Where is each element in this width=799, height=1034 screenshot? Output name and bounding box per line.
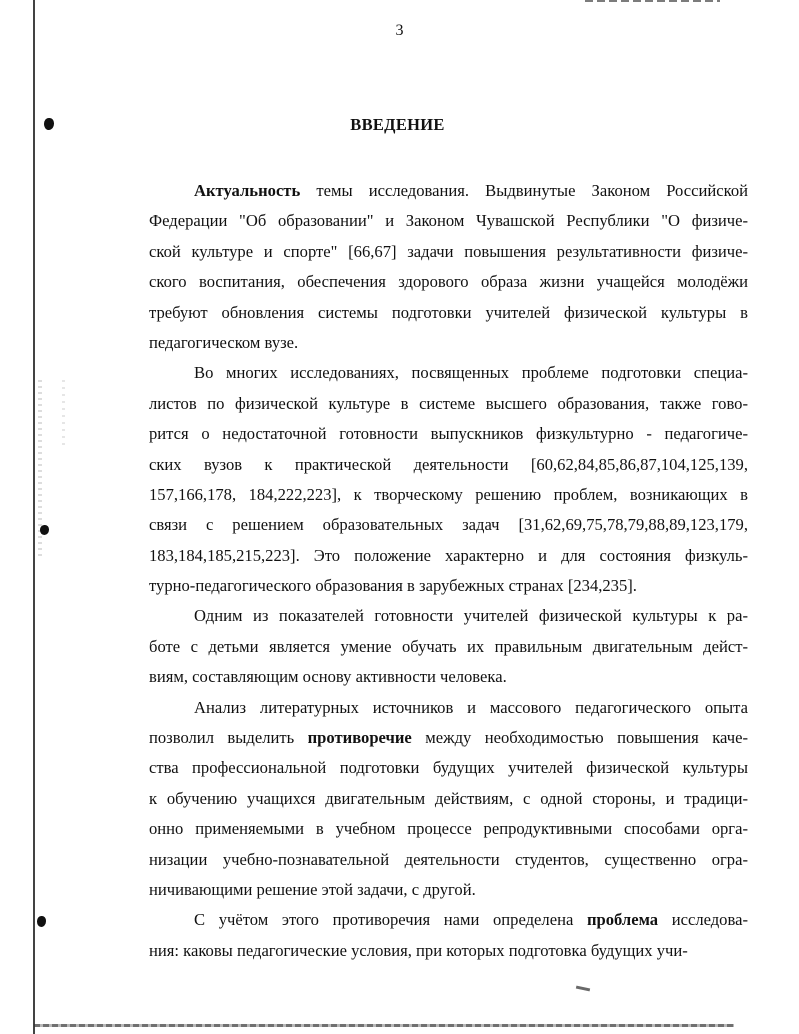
- line-text: Одним из показателей готовности учителей физической культуры к ра-: [194, 606, 748, 626]
- scan-smudge: [576, 986, 590, 992]
- paragraph: [149, 358, 748, 601]
- emphasized-term: противоречие: [307, 728, 412, 748]
- scan-top-edge: [585, 0, 720, 2]
- text-line: [149, 936, 748, 966]
- emphasized-term: Актуальность: [194, 181, 301, 200]
- line-text: турно-педагогического образования в зарубежных странах [234,235].: [149, 576, 637, 596]
- line-text: ничивающими решение этой задачи, с другой.: [149, 879, 476, 899]
- line-text: рится о недостаточной готовности выпускников физкультурно - педагогиче-: [149, 424, 748, 444]
- text-line: [149, 662, 748, 692]
- document-body: [149, 176, 748, 966]
- line-text: боте с детьми является умение обучать их правильным двигательным дейст-: [149, 636, 748, 656]
- text-line: [149, 875, 748, 905]
- line-text: С учётом этого противоречия нами определена: [194, 910, 587, 930]
- text-line: [149, 723, 748, 753]
- line-text: Федерации "Об образовании" и Законом Чувашской Республики "О физиче-: [149, 211, 748, 231]
- line-text: 183,184,185,215,223]. Это положение характерно и для состояния физкуль-: [149, 545, 748, 565]
- text-line: [149, 450, 748, 480]
- line-text: виям, составляющим основу активности человека.: [149, 667, 507, 687]
- scan-noise: [62, 380, 65, 450]
- text-line: [149, 905, 748, 935]
- line-text: ского воспитания, обеспечения здорового образа жизни учащейся молодёжи: [149, 272, 748, 292]
- paragraph: [149, 693, 748, 906]
- text-line: [149, 753, 748, 783]
- punch-hole-mark: [37, 916, 46, 927]
- scan-left-edge: [33, 0, 35, 1034]
- text-line: [149, 480, 748, 510]
- text-line: [149, 206, 748, 236]
- line-text: к обучению учащихся двигательным действиям, с одной стороны, и традици-: [149, 788, 748, 808]
- emphasized-term: проблема: [586, 910, 659, 930]
- line-text: листов по физической культуре в системе высшего образования, также гово-: [149, 393, 748, 413]
- section-heading: [0, 113, 799, 137]
- text-line: [149, 693, 748, 723]
- line-text: ской культуре и спорте" [66,67] задачи повышения результативности физиче-: [149, 241, 748, 261]
- section-heading-text: ВВЕДЕНИЕ: [350, 115, 445, 134]
- text-line: [149, 358, 748, 388]
- text-line: [149, 601, 748, 631]
- text-line: [149, 845, 748, 875]
- text-line: [149, 389, 748, 419]
- text-line: [149, 784, 748, 814]
- text-line: [149, 632, 748, 662]
- text-line: [149, 571, 748, 601]
- line-text: требуют обновления системы подготовки учителей физической культуры в: [149, 302, 748, 322]
- text-line: [149, 176, 748, 206]
- text-line: [149, 298, 748, 328]
- scan-bottom-edge: [34, 1024, 734, 1027]
- text-line: [149, 541, 748, 571]
- punch-hole-mark: [40, 525, 49, 535]
- line-text: Анализ литературных источников и массового педагогического опыта: [194, 697, 748, 717]
- line-text: связи с решением образовательных задач [31,62,69,75,78,79,88,89,123,179,: [149, 515, 748, 535]
- paragraph: [149, 905, 748, 966]
- text-line: [149, 510, 748, 540]
- line-text: позволил выделить: [149, 728, 308, 748]
- line-text: между необходимостью повышения каче-: [411, 728, 748, 748]
- text-line: [149, 328, 748, 358]
- line-text: ских вузов к практической деятельности [60,62,84,85,86,87,104,125,139,: [149, 454, 748, 474]
- text-line: [149, 419, 748, 449]
- line-text: низации учебно-познавательной деятельности студентов, существенно огра-: [149, 849, 748, 869]
- line-text: педагогическом вузе.: [149, 332, 299, 352]
- line-text: темы исследования. Выдвинутые Законом Российской: [300, 181, 748, 200]
- text-line: [149, 267, 748, 297]
- line-text: 157,166,178, 184,222,223], к творческому решению проблем, возникающих в: [149, 484, 748, 504]
- text-line: [149, 814, 748, 844]
- paragraph: [149, 601, 748, 692]
- line-text: онно применяемыми в учебном процессе репродуктивными способами орга-: [149, 819, 748, 839]
- line-text: ства профессиональной подготовки будущих учителей физической культуры: [149, 758, 748, 778]
- paragraph: [149, 176, 748, 358]
- page-number: 3: [395, 22, 404, 39]
- line-text: ния: каковы педагогические условия, при которых подготовка будущих учи-: [149, 940, 688, 960]
- line-text: исследова-: [658, 910, 748, 930]
- text-line: [149, 237, 748, 267]
- line-text: Во многих исследованиях, посвященных проблеме подготовки специа-: [194, 363, 748, 383]
